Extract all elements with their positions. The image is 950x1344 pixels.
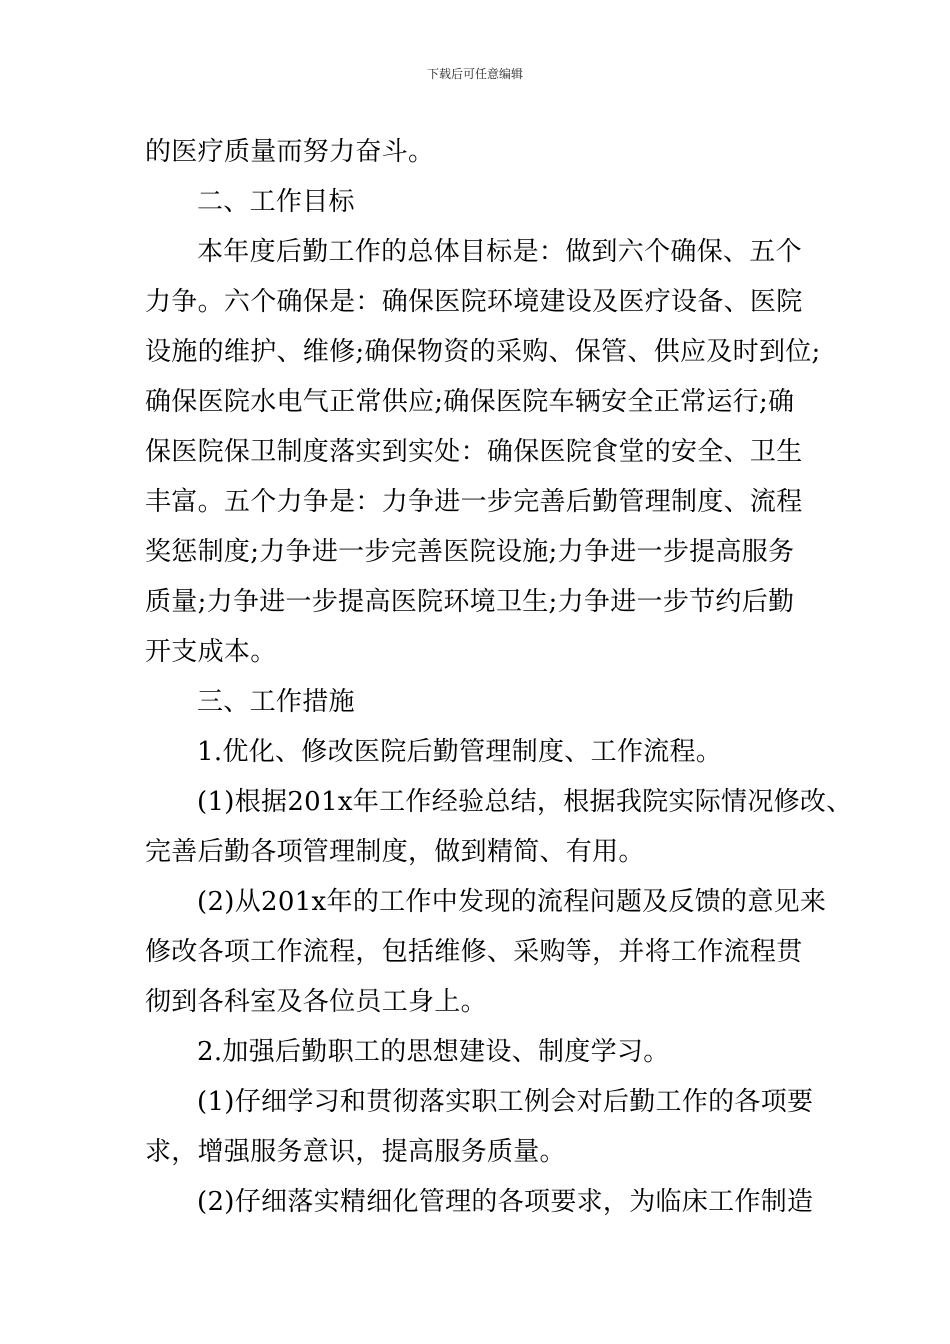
document-body — [145, 127, 853, 1227]
list-item-heading: 2.加强后勤职工的思想建设、制度学习。 — [197, 1037, 670, 1067]
text-line: 修改各项工作流程，包括维修、采购等，并将工作流程贯 — [145, 937, 803, 967]
text-line: 求，增强服务意识，提高服务质量。 — [145, 1137, 566, 1167]
text-line: 质量;力争进一步提高医院环境卫生;力争进一步节约后勤 — [145, 587, 795, 617]
text-line: 设施的维护、维修;确保物资的采购、保管、供应及时到位; — [145, 337, 821, 367]
paragraph-line: (2)从201x年的工作中发现的流程问题及反馈的意见来 — [197, 887, 827, 917]
paragraph-line: (2)仔细落实精细化管理的各项要求，为临床工作制造 — [197, 1187, 814, 1217]
paragraph-line: (1)根据201x年工作经验总结，根据我院实际情况修改、 — [197, 787, 853, 817]
text-line: 开支成本。 — [145, 637, 277, 667]
text-line: 丰富。五个力争是：力争进一步完善后勤管理制度、流程 — [145, 487, 803, 517]
list-item-heading: 1.优化、修改医院后勤管理制度、工作流程。 — [197, 737, 723, 767]
section-heading-goals: 二、工作目标 — [197, 187, 355, 217]
section-heading-measures: 三、工作措施 — [197, 687, 355, 717]
text-line: 力争。六个确保是：确保医院环境建设及医疗设备、医院 — [145, 287, 803, 317]
text-line: 奖惩制度;力争进一步完善医院设施;力争进一步提高服务 — [145, 537, 795, 567]
text-line: 彻到各科室及各位员工身上。 — [145, 987, 487, 1017]
text-line: 确保医院水电气正常供应;确保医院车辆安全正常运行;确 — [145, 387, 795, 417]
text-line: 保医院保卫制度落实到实处：确保医院食堂的安全、卫生 — [145, 437, 803, 467]
paragraph-line: 本年度后勤工作的总体目标是：做到六个确保、五个 — [197, 237, 802, 267]
text-line: 完善后勤各项管理制度，做到精简、有用。 — [145, 837, 645, 867]
page-header: 下载后可任意编辑 — [426, 67, 523, 81]
paragraph-line: (1)仔细学习和贯彻落实职工例会对后勤工作的各项要 — [197, 1087, 814, 1117]
text-line: 的医疗质量而努力奋斗。 — [145, 137, 435, 167]
